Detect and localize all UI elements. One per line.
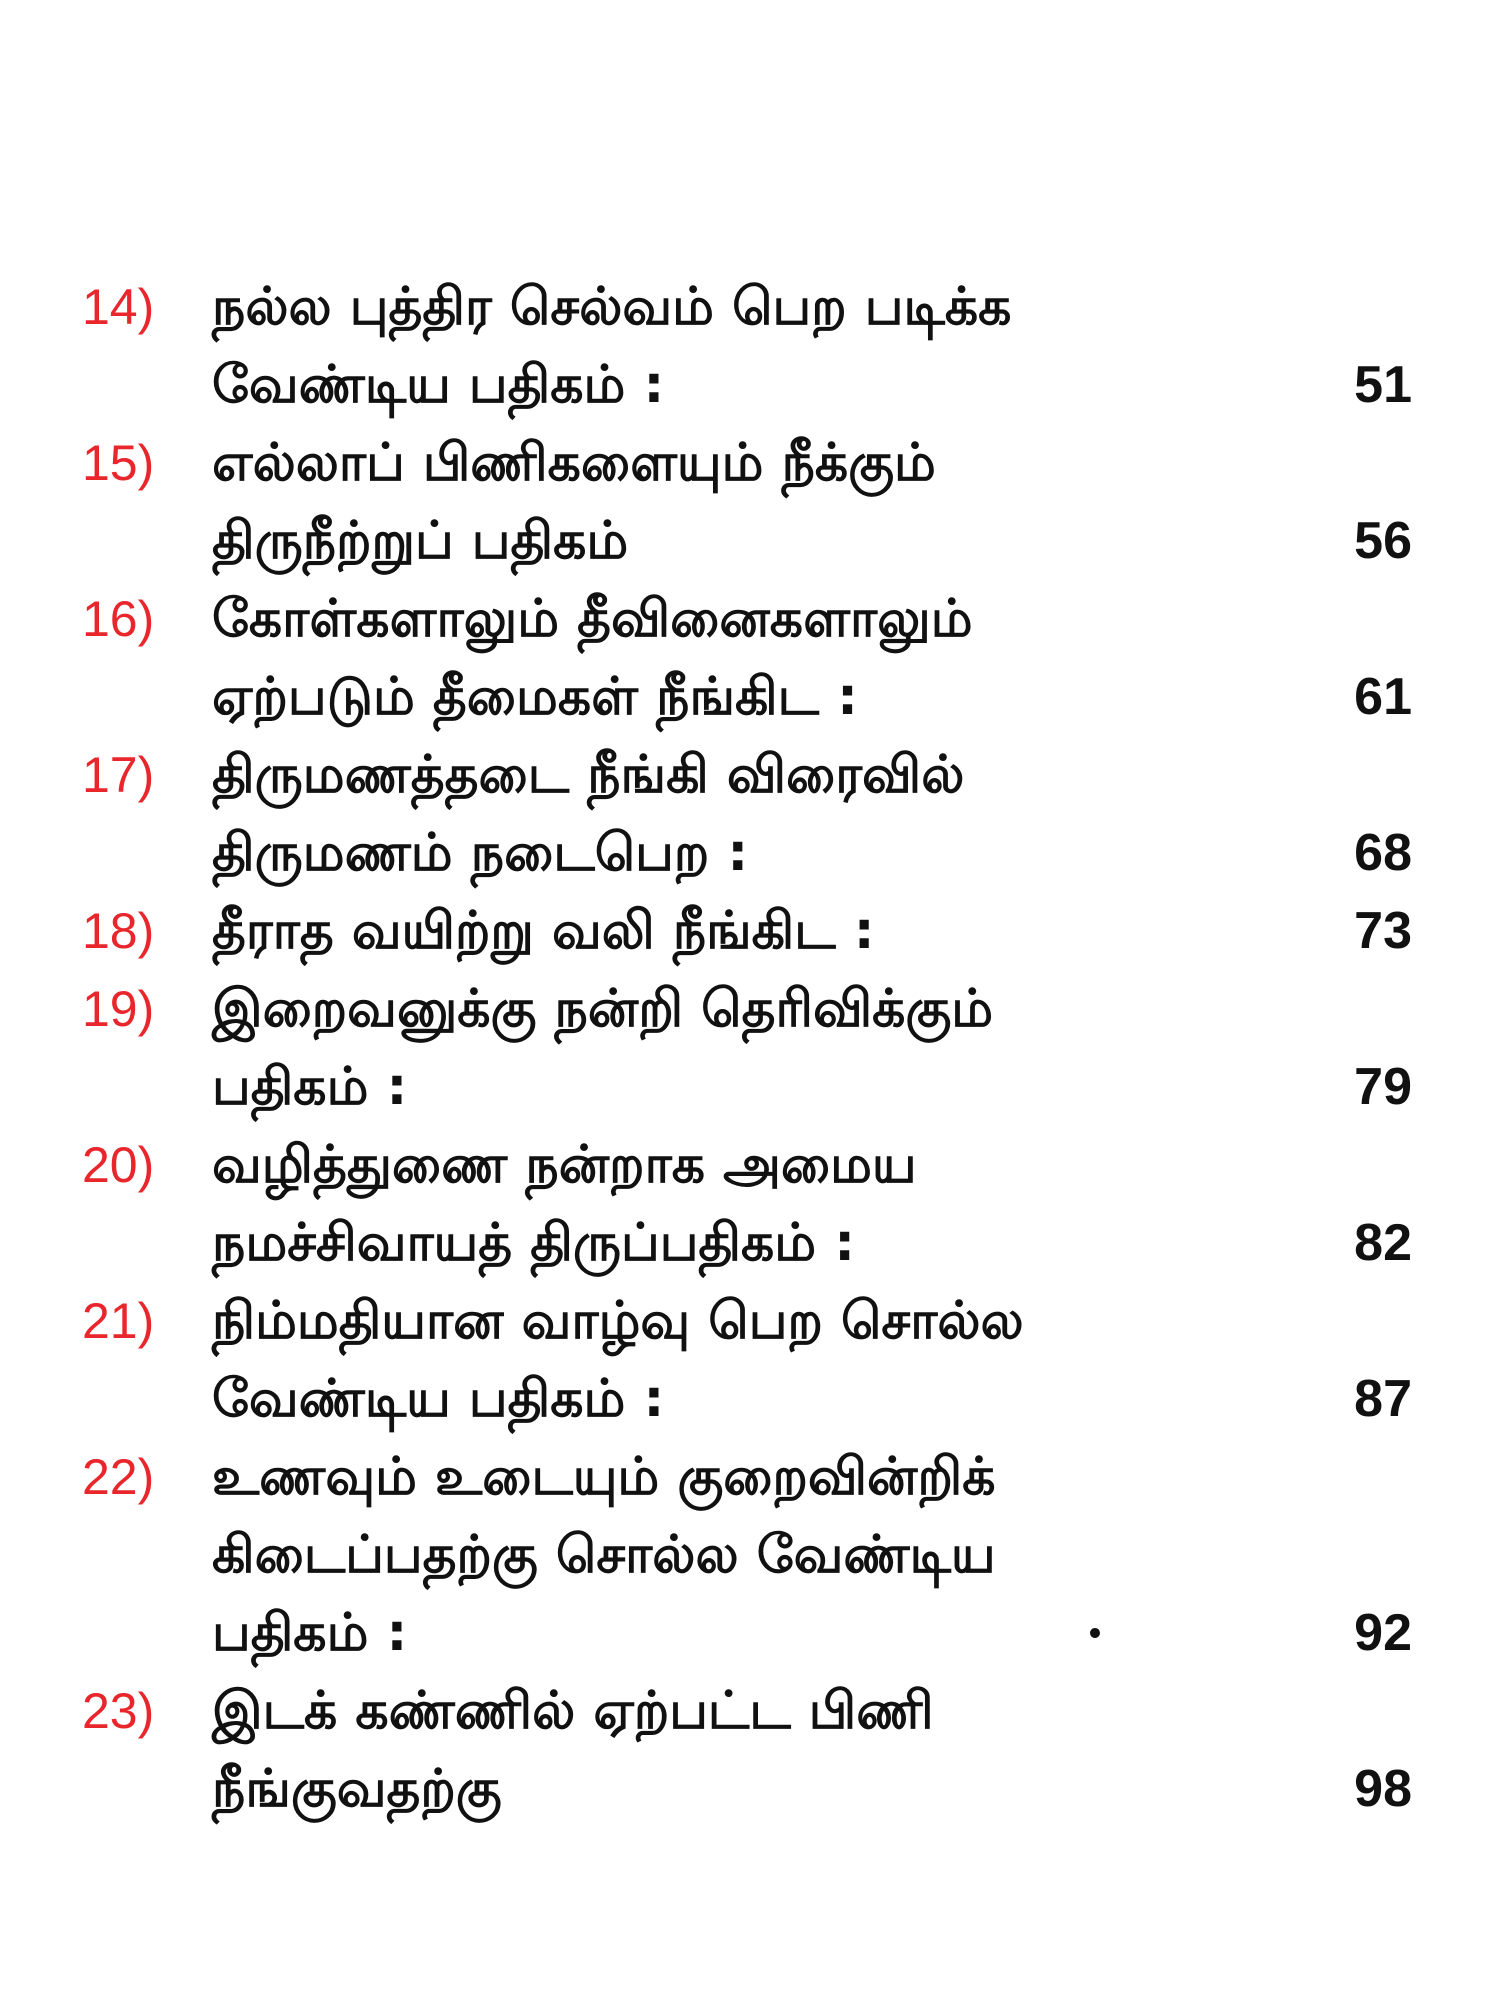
entry-number: 20) (82, 1137, 155, 1193)
toc-entry (0, 970, 1500, 1126)
entry-number: 19) (82, 981, 155, 1037)
entry-page-number: 92 (1354, 1604, 1412, 1662)
entry-page-number: 56 (1354, 512, 1412, 570)
entry-title-line: திருமணம் நடைபெற : (212, 823, 749, 883)
entry-title-line: வேண்டிய பதிகம் : (212, 1369, 665, 1429)
entry-number: 22) (82, 1449, 155, 1505)
entry-title-line: பதிகம் : (212, 1603, 408, 1663)
toc-entry (0, 736, 1500, 892)
entry-page-number: 51 (1354, 356, 1412, 414)
entry-page-number: 87 (1354, 1370, 1412, 1428)
entry-title-line: நமச்சிவாயத் திருப்பதிகம் : (212, 1213, 856, 1273)
entry-page-number: 82 (1354, 1214, 1412, 1272)
entry-title-line: இடக் கண்ணில் ஏற்பட்ட பிணி (212, 1681, 934, 1741)
entry-title-line: திருமணத்தடை நீங்கி விரைவில் (212, 745, 965, 805)
entry-title-line: நீங்குவதற்கு (212, 1759, 502, 1819)
entry-title-line: இறைவனுக்கு நன்றி தெரிவிக்கும் (212, 979, 994, 1039)
entry-number: 23) (82, 1683, 155, 1739)
entry-number: 15) (82, 435, 155, 491)
toc-entry (0, 1282, 1500, 1438)
toc-entry (0, 580, 1500, 736)
entry-page-number: 61 (1354, 668, 1412, 726)
entry-page-number: 68 (1354, 824, 1412, 882)
entry-title-line: பதிகம் : (212, 1057, 408, 1117)
entry-title-line: நல்ல புத்திர செல்வம் பெற படிக்க (212, 277, 1012, 337)
entry-title-line: தீராத வயிற்று வலி நீங்கிட : (212, 901, 875, 961)
entry-title-line: நிம்மதியான வாழ்வு பெற சொல்ல (212, 1291, 1024, 1351)
entry-title-line: உணவும் உடையும் குறைவின்றிக் (212, 1447, 996, 1507)
entry-title-line: எல்லாப் பிணிகளையும் நீக்கும் (212, 433, 936, 493)
entry-title-line: வழித்துணை நன்றாக அமைய (212, 1135, 917, 1195)
toc-entry (0, 1126, 1500, 1282)
entry-title-line: வேண்டிய பதிகம் : (212, 355, 665, 415)
entry-number: 21) (82, 1293, 155, 1349)
entry-title-line: கிடைப்பதற்கு சொல்ல வேண்டிய (212, 1525, 996, 1585)
entry-page-number: 98 (1354, 1760, 1412, 1818)
entry-title-line: கோள்களாலும் தீவினைகளாலும் (212, 589, 973, 649)
entry-title-line: ஏற்படும் தீமைகள் நீங்கிட : (212, 667, 858, 727)
entry-number: 17) (82, 747, 155, 803)
toc-entry (0, 1438, 1500, 1672)
entry-number: 16) (82, 591, 155, 647)
entry-page-number: 79 (1354, 1058, 1412, 1116)
toc-entry (0, 892, 1500, 970)
entry-number: 18) (82, 903, 155, 959)
entry-number: 14) (82, 279, 155, 335)
toc-entry (0, 424, 1500, 580)
toc-entry (0, 268, 1500, 424)
entry-title-line: திருநீற்றுப் பதிகம் (212, 511, 629, 571)
entry-page-number: 73 (1354, 902, 1412, 960)
toc-entry (0, 1672, 1500, 1828)
